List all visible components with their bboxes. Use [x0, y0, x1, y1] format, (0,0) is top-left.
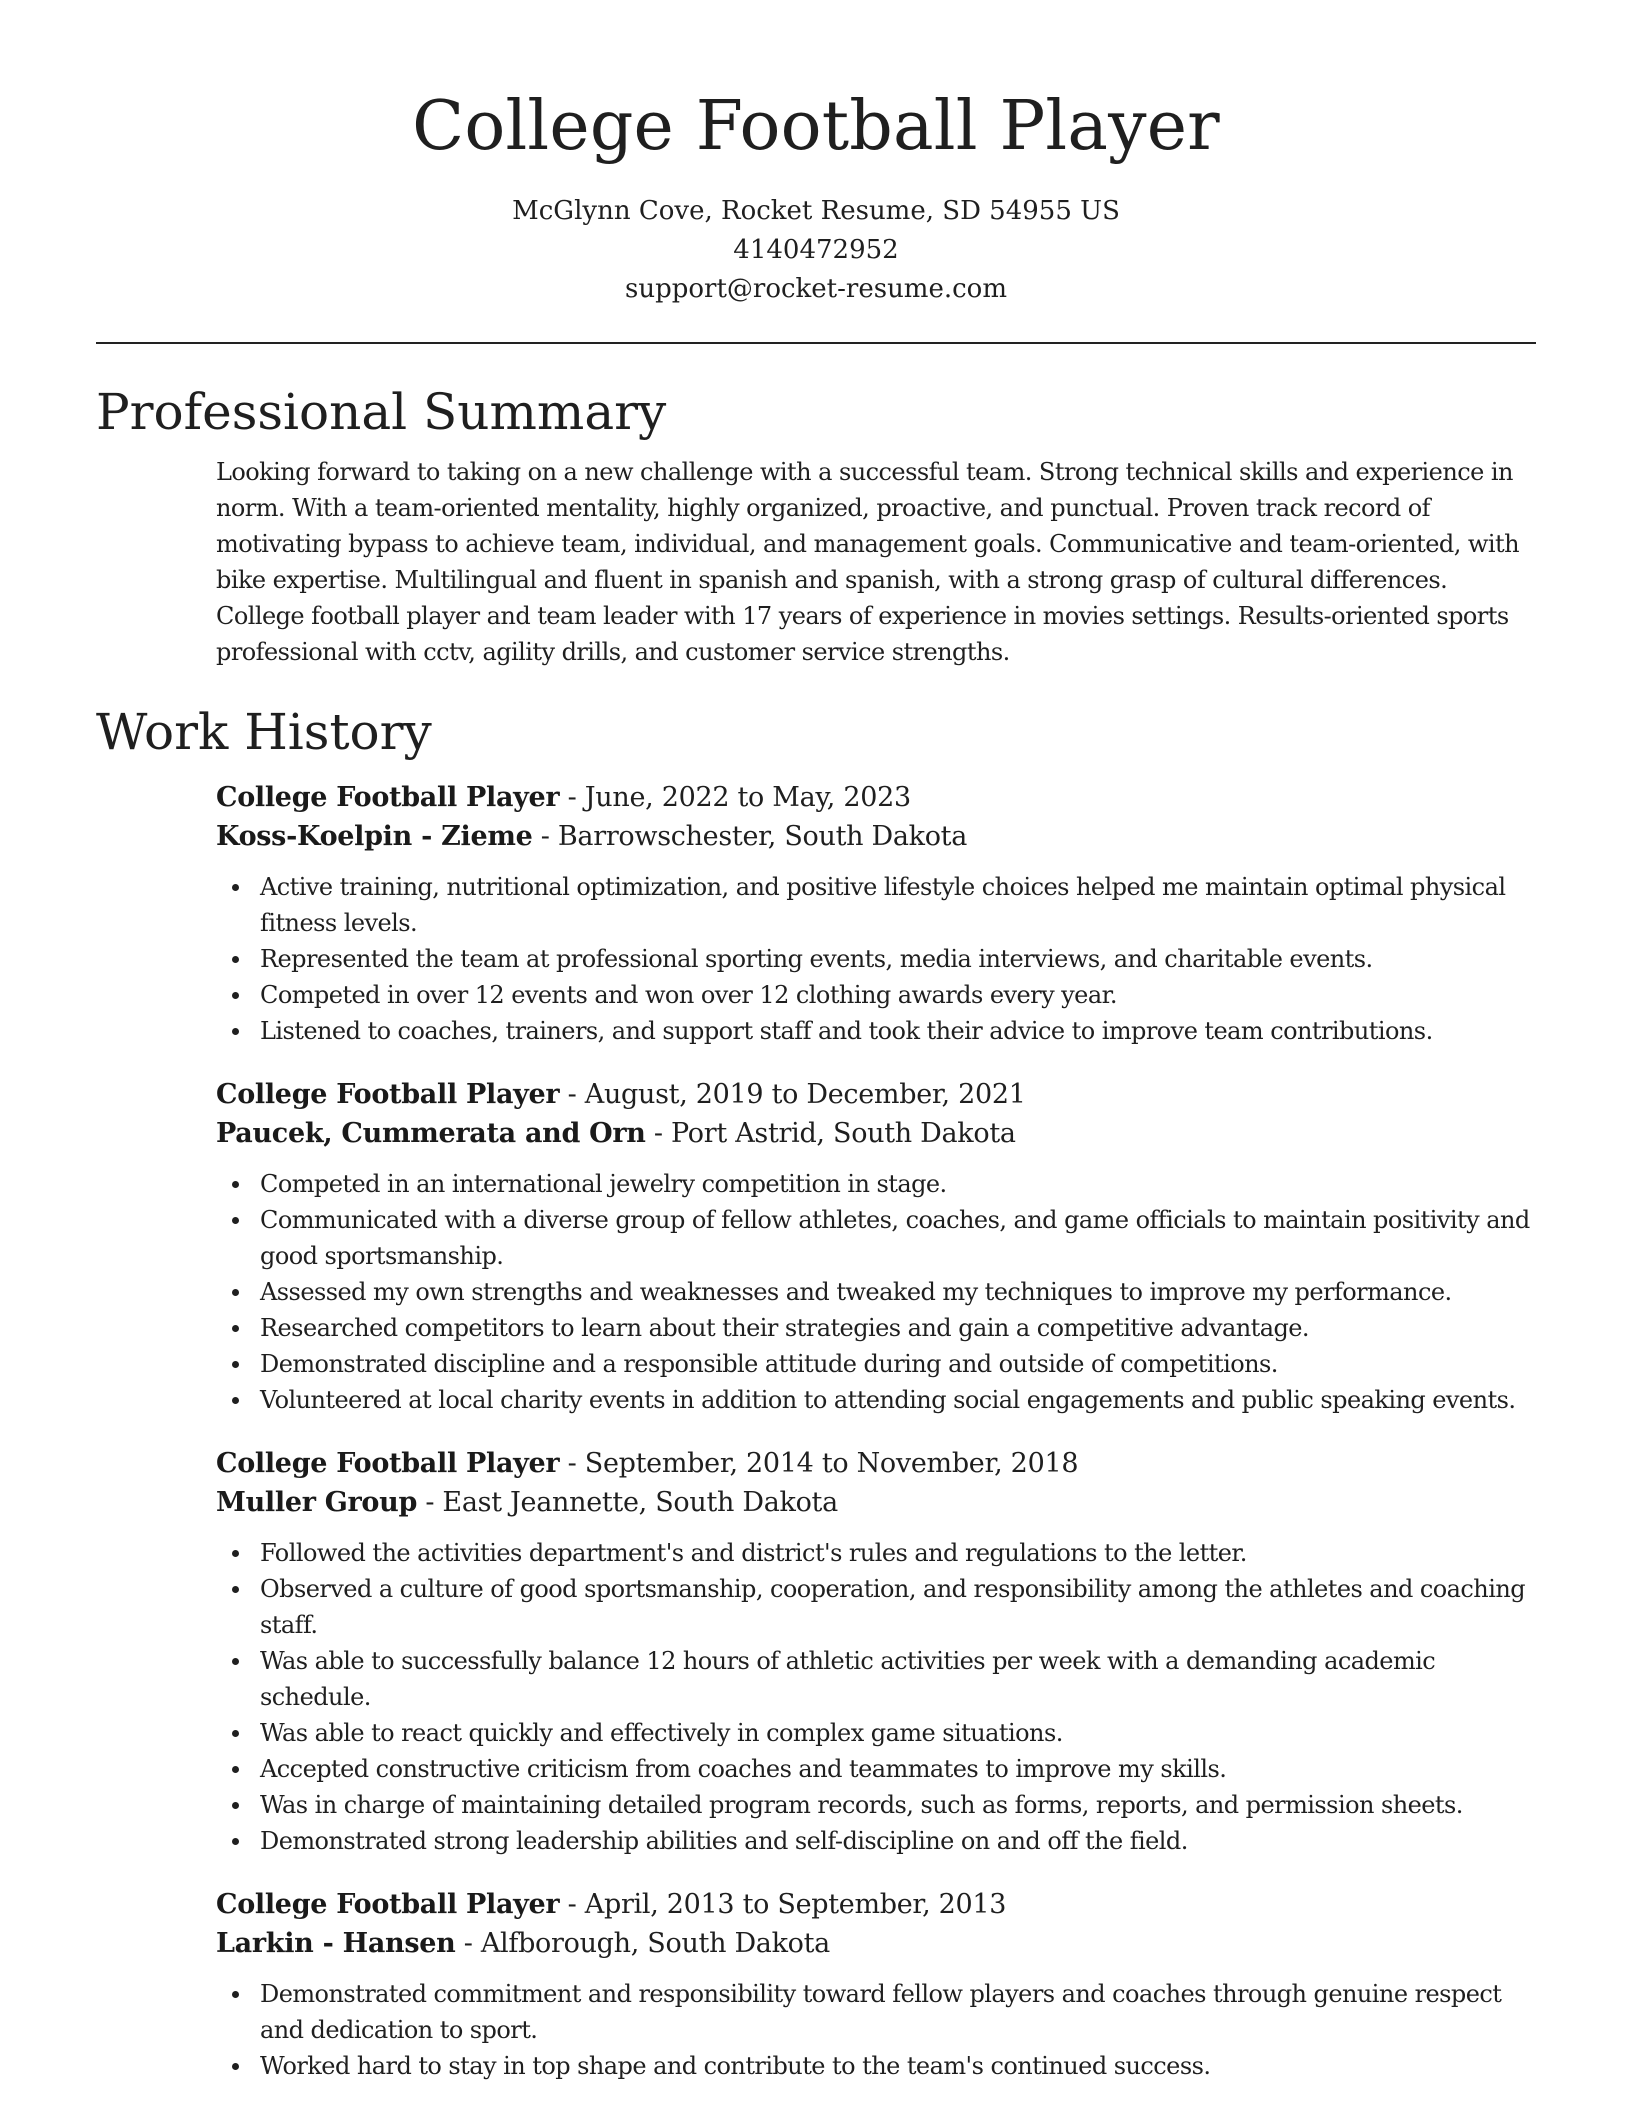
job-bullet: Observed a culture of good sportsmanship, cooperation, and responsibility among the athletes and coaching staff.: [260, 1571, 1536, 1643]
job-bullet: Active training, nutritional optimization, and positive lifestyle choices helped me maintain optimal physical fitness levels.: [260, 869, 1536, 941]
work-history-section: [96, 700, 1536, 2110]
job-bullets: [216, 1976, 1536, 2084]
job-bullet: Demonstrated discipline and a responsible attitude during and outside of competitions.: [260, 1346, 1536, 1382]
job-bullet: Accepted constructive criticism from coaches and teammates to improve my skills.: [260, 1751, 1536, 1787]
job-entry: [216, 1885, 1536, 2084]
job-bullet: Listened to coaches, trainers, and support staff and took their advice to improve team contributions.: [260, 1013, 1536, 1049]
job-role: College Football Player: [216, 1448, 560, 1479]
job-title-line: [216, 1075, 1536, 1114]
job-location: - Port Astrid, South Dakota: [645, 1118, 1016, 1149]
contact-phone: 4140472952: [733, 235, 899, 265]
job-role: College Football Player: [216, 1079, 560, 1110]
contact-address: McGlynn Cove, Rocket Resume, SD 54955 US: [512, 196, 1120, 226]
job-company: Paucek, Cummerata and Orn: [216, 1118, 646, 1149]
section-title-work-history: Work History: [96, 703, 432, 761]
contact-info: [0, 192, 1632, 309]
job-dates: - June, 2022 to May, 2023: [559, 782, 911, 813]
job-entry: [216, 1075, 1536, 1418]
job-bullets: [216, 869, 1536, 1049]
job-company: Larkin - Hansen: [216, 1928, 456, 1959]
job-bullet: Researched competitors to learn about their strategies and gain a competitive advantage.: [260, 1310, 1536, 1346]
contact-email: support@rocket-resume.com: [624, 274, 1007, 304]
job-bullet: Competed in over 12 events and won over 12 clothing awards every year.: [260, 977, 1536, 1013]
resume-header: [0, 0, 1632, 309]
job-company: Koss-Koelpin - Zieme: [216, 821, 533, 852]
section-title-summary: Professional Summary: [96, 383, 667, 441]
job-location: - East Jeannette, South Dakota: [417, 1487, 838, 1518]
job-bullet: Communicated with a diverse group of fellow athletes, coaches, and game officials to maintain positivity and good sportsmanship.: [260, 1202, 1536, 1274]
job-title-line: [216, 1444, 1536, 1483]
job-bullet: Was able to successfully balance 12 hours of athletic activities per week with a demanding academic schedule.: [260, 1643, 1536, 1715]
job-bullets: [216, 1166, 1536, 1418]
job-role: College Football Player: [216, 782, 560, 813]
job-location: - Barrowschester, South Dakota: [532, 821, 967, 852]
job-entry: [216, 1444, 1536, 1859]
professional-summary-section: [96, 380, 1536, 670]
job-bullet: Volunteered at local charity events in addition to attending social engagements and public speaking events.: [260, 1382, 1536, 1418]
job-company-line: [216, 817, 1536, 856]
job-bullet: Assessed my own strengths and weaknesses and tweaked my techniques to improve my performance.: [260, 1274, 1536, 1310]
header-divider: [96, 342, 1536, 344]
job-dates: - August, 2019 to December, 2021: [559, 1079, 1026, 1110]
job-bullet: Demonstrated commitment and responsibility toward fellow players and coaches through genuine respect and dedication to sport.: [260, 1976, 1536, 2048]
job-company-line: [216, 1483, 1536, 1522]
job-company-line: [216, 1114, 1536, 1153]
job-role: College Football Player: [216, 1889, 560, 1920]
job-bullet: Followed the activities department's and district's rules and regulations to the letter.: [260, 1535, 1536, 1571]
job-bullets: [216, 1535, 1536, 1859]
job-title-line: [216, 778, 1536, 817]
job-location: - Alfborough, South Dakota: [455, 1928, 830, 1959]
summary-text: Looking forward to taking on a new challenge with a successful team. Strong technical skills and experience in norm. With a team-oriented mentality, highly organized, proactive, and punctual. Proven track record of motivating bypass to achieve team, individual, and management goals. Communicative and team-oriented, with bike expertise. Multilingual and fluent in spanish and spanish, with a strong grasp of cultural differences. College football player and team leader with 17 years of experience in movies settings. Results-oriented sports professional with cctv, agility drills, and customer service strengths.: [216, 458, 1519, 666]
job-bullet: Represented the team at professional sporting events, media interviews, and charitable events.: [260, 941, 1536, 977]
job-dates: - April, 2013 to September, 2013: [559, 1889, 1007, 1920]
job-bullet: Worked hard to stay in top shape and contribute to the team's continued success.: [260, 2048, 1536, 2084]
job-dates: - September, 2014 to November, 2018: [559, 1448, 1079, 1479]
job-company: Muller Group: [216, 1487, 418, 1518]
job-bullet: Demonstrated strong leadership abilities and self-discipline on and off the field.: [260, 1823, 1536, 1859]
job-bullet: Competed in an international jewelry competition in stage.: [260, 1166, 1536, 1202]
job-company-line: [216, 1924, 1536, 1963]
job-entry: [216, 778, 1536, 1049]
job-bullet: Was able to react quickly and effectively in complex game situations.: [260, 1715, 1536, 1751]
job-bullet: Was in charge of maintaining detailed program records, such as forms, reports, and permission sheets.: [260, 1787, 1536, 1823]
job-title-line: [216, 1885, 1536, 1924]
candidate-name: College Football Player: [412, 87, 1220, 166]
